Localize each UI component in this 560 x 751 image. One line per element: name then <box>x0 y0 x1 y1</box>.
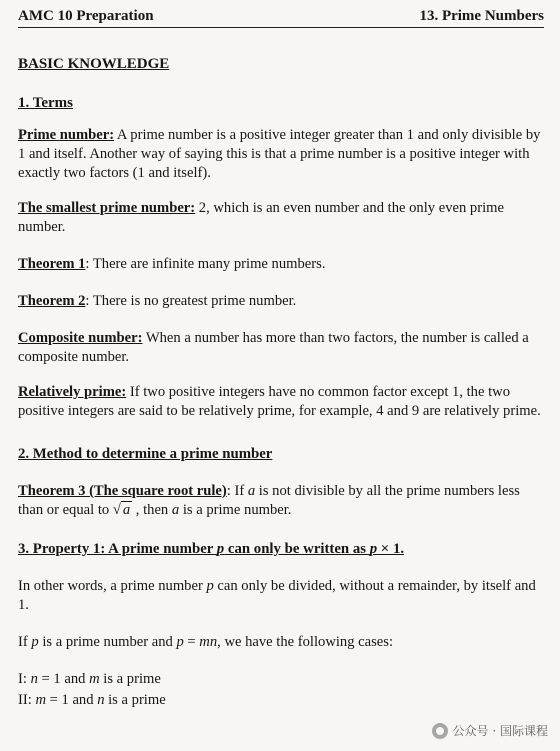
heading-text: × 1. <box>377 541 405 557</box>
theorem3-text: is a prime number. <box>179 502 292 518</box>
heading-text: 3. Property 1: A prime number <box>18 541 217 557</box>
square-root-a: √ a <box>112 502 131 518</box>
variable-m: m <box>35 692 46 708</box>
wechat-icon <box>432 723 448 739</box>
paragraph-text: , we have the following cases: <box>217 634 394 650</box>
variable-n: n <box>97 692 105 708</box>
variable-a: a <box>171 502 180 518</box>
case-text: = 1 and <box>45 692 98 708</box>
variable-p: p <box>176 634 184 650</box>
paragraph-text: can only be divided, without a remainder, by itself and 1. <box>18 578 536 613</box>
case-text: I: <box>18 671 31 687</box>
case-text: = 1 and <box>37 671 90 687</box>
terms-heading: 1. Terms <box>18 95 74 111</box>
theorem3-text: is not divisible by all the prime numbers less than or equal to <box>18 483 520 518</box>
variable-p: p <box>216 541 225 557</box>
document-page <box>18 8 544 710</box>
case-text: II: <box>18 692 36 708</box>
variable-p: p <box>31 634 39 650</box>
paragraph-text: In other words, a prime number <box>18 578 207 594</box>
watermark-text: 公众号 · 国际课程 <box>452 724 548 738</box>
term-label: Theorem 2 <box>18 293 86 309</box>
theorem3-text: : If <box>226 483 248 499</box>
method-heading: 2. Method to determine a prime number <box>18 446 273 462</box>
wechat-watermark <box>432 722 548 739</box>
variable-a: a <box>247 483 256 499</box>
theorem-2 <box>18 292 544 311</box>
variable-p: p <box>369 541 378 557</box>
variable-m: m <box>89 671 100 687</box>
variable-n: n <box>30 671 38 687</box>
variable-mn: mn <box>199 634 218 650</box>
definition-text: When a number has more than two factors, the number is called a composite number. <box>18 330 529 365</box>
cases-intro <box>18 633 544 652</box>
variable-p: p <box>206 578 214 594</box>
term-label: The smallest prime number: <box>18 200 196 216</box>
paragraph-text: = <box>183 634 200 650</box>
case-2 <box>18 691 544 710</box>
paragraph-text: If <box>18 634 32 650</box>
paragraph-text: is a prime number and <box>38 634 177 650</box>
term-label: Theorem 3 (The square root rule) <box>18 483 227 499</box>
theorem-1 <box>18 255 544 274</box>
definition-relatively-prime <box>18 383 544 421</box>
term-label: Prime number: <box>18 127 115 143</box>
definition-prime-number <box>18 126 544 183</box>
term-label: Relatively prime: <box>18 384 127 400</box>
theorem3-text: , then <box>132 502 172 518</box>
definition-text: A prime number is a positive integer greater than 1 and only divisible by 1 and itself. Another way of saying this is that a prime number is a positive integer with exactly two factors (1 and itself). <box>18 127 541 181</box>
course-title: AMC 10 Preparation <box>18 8 154 24</box>
heading-text: can only be written as <box>224 541 370 557</box>
term-label: Composite number: <box>18 330 143 346</box>
definition-text: : There are infinite many prime numbers. <box>85 256 326 272</box>
property-heading <box>18 540 544 559</box>
definition-text: 2, which is an even number and the only even prime number. <box>18 200 504 235</box>
definition-smallest-prime <box>18 199 544 237</box>
case-text: is a prime <box>99 671 161 687</box>
other-words-paragraph <box>18 577 544 615</box>
case-1 <box>18 670 544 689</box>
definition-text: : There is no greatest prime number. <box>85 293 297 309</box>
page-header <box>18 8 544 28</box>
case-text: is a prime <box>104 692 166 708</box>
definition-text: If two positive integers have no common factor except 1, the two positive integers are said to be relatively prime, for example, 4 and 9 are relatively prime. <box>18 384 541 419</box>
definition-composite-number <box>18 329 544 367</box>
basic-knowledge-heading: BASIC KNOWLEDGE <box>18 56 170 72</box>
radicand: a <box>122 502 131 518</box>
term-label: Theorem 1 <box>18 256 86 272</box>
chapter-title: 13. Prime Numbers <box>419 8 544 24</box>
theorem-3 <box>18 482 544 520</box>
